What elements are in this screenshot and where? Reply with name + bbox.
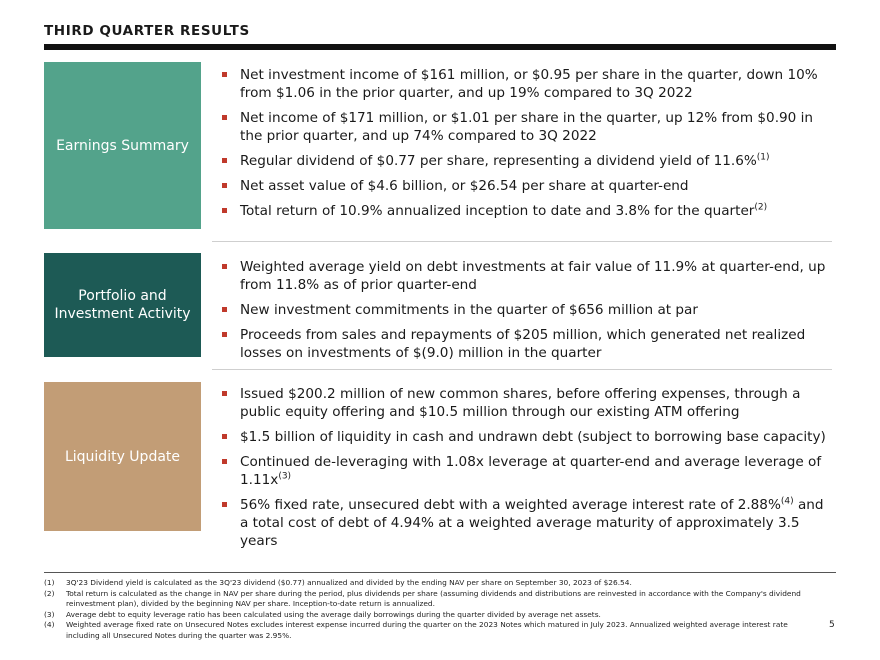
list-item: Net investment income of $161 million, or $0.95 per share in the quarter, down 10% from $1.06 in the prior quarter, and up 19% compared to 3Q 2022	[218, 66, 834, 102]
bullet-square-icon	[222, 391, 227, 396]
list-item: Weighted average yield on debt investments at fair value of 11.9% at quarter-end, up from 11.8% as of prior quarter-end	[218, 258, 834, 294]
portfolio-bullet-list	[218, 258, 834, 369]
bullet-square-icon	[222, 459, 227, 464]
page-title: THIRD QUARTER RESULTS	[44, 23, 250, 39]
liquidity-update-label	[44, 382, 201, 531]
bullet-square-icon	[222, 502, 227, 507]
liquidity-update-label-text: Liquidity Update	[64, 448, 181, 465]
bullet-square-icon	[222, 208, 227, 213]
list-item: Total return of 10.9% annualized inception to date and 3.8% for the quarter$^{(2)}$	[218, 202, 834, 220]
footnote-number: (3)	[44, 609, 55, 619]
list-item: $1.5 billion of liquidity in cash and undrawn debt (subject to borrowing base capacity)	[218, 428, 834, 446]
footnote-item: (1) 3Q'23 Dividend yield is calculated as the 3Q'23 dividend ($0.77) annualized and divided by the ending NAV per share on September 30, 2023 of $26.54.	[44, 578, 632, 587]
section-divider	[212, 241, 832, 242]
footnote-item: (3) Average debt to equity leverage ratio has been calculated using the average daily borrowings during the quarter divided by average net assets.	[44, 609, 601, 619]
footnote-ref: (1)	[756, 152, 770, 163]
list-item: New investment commitments in the quarter of $656 million at par	[218, 301, 834, 319]
section-earnings-summary	[44, 62, 836, 230]
bullet-square-icon	[222, 72, 227, 77]
bullet-square-icon	[222, 183, 227, 188]
list-item: Issued $200.2 million of new common shares, before offering expenses, through a public equity offering and $10.5 million through our existing ATM offering	[218, 385, 834, 421]
bullet-square-icon	[222, 115, 227, 120]
list-item: Net asset value of $4.6 billion, or $26.54 per share at quarter-end	[218, 177, 834, 195]
footnote-number: (2)	[44, 588, 55, 598]
bullet-square-icon	[222, 264, 227, 269]
page-number: 5	[829, 620, 835, 630]
portfolio-activity-label	[44, 253, 201, 357]
section-liquidity-update	[44, 382, 836, 549]
earnings-summary-label-text: Earnings Summary	[56, 137, 189, 154]
footnote-item: (2) Total return is calculated as the change in NAV per share during the period, plus dividends per share (assuming dividends and distributions are reinvested in accordance with the Company's dividend reinvestment plan), divided by the beginning NAV per share. Inception-to-date return is annualized.	[44, 588, 801, 608]
footnote-rule	[44, 572, 836, 573]
title-rule	[44, 44, 836, 50]
footnote-number: (4)	[44, 620, 55, 629]
bullet-square-icon	[222, 434, 227, 439]
footnote-ref: (2)	[754, 202, 768, 213]
list-item: 56% fixed rate, unsecured debt with a weighted average interest rate of 2.88%$^{(4)}$ and a total cost of debt of 4.94% at a weighted average maturity of approximately 3.5 years	[218, 496, 834, 550]
list-item: Net income of $171 million, or $1.01 per share in the quarter, up 12% from $0.90 in the prior quarter, and up 74% compared to 3Q 2022	[218, 109, 834, 145]
earnings-summary-label	[44, 62, 201, 229]
footnote-ref: (4)	[780, 496, 794, 507]
portfolio-activity-label-text: Portfolio and Investment Activity	[54, 288, 191, 322]
bullet-square-icon	[222, 307, 227, 312]
earnings-bullet-list	[218, 66, 834, 227]
section-divider	[212, 369, 832, 370]
footnote-ref: (3)	[278, 471, 292, 482]
liquidity-bullet-list	[218, 385, 834, 557]
bullet-square-icon	[222, 332, 227, 337]
section-portfolio-activity	[44, 253, 836, 361]
list-item: Regular dividend of $0.77 per share, representing a dividend yield of 11.6%$^{(1)}$	[218, 152, 834, 170]
footnote-number: (1)	[44, 578, 55, 587]
list-item: Proceeds from sales and repayments of $205 million, which generated net realized losses on investments of $(9.0) million in the quarter	[218, 326, 834, 362]
footnotes	[44, 578, 814, 641]
footnote-item: (4) Weighted average fixed rate on Unsecured Notes excludes interest expense incurred during the quarter on the 2023 Notes which matured in July 2023. Annualized weighted average interest rate including all Unsecured Notes during the quarter was 2.95%.	[44, 620, 788, 640]
list-item: Continued de-leveraging with 1.08x leverage at quarter-end and average leverage of $1.11x^{(3)}$	[218, 453, 834, 489]
bullet-square-icon	[222, 158, 227, 163]
